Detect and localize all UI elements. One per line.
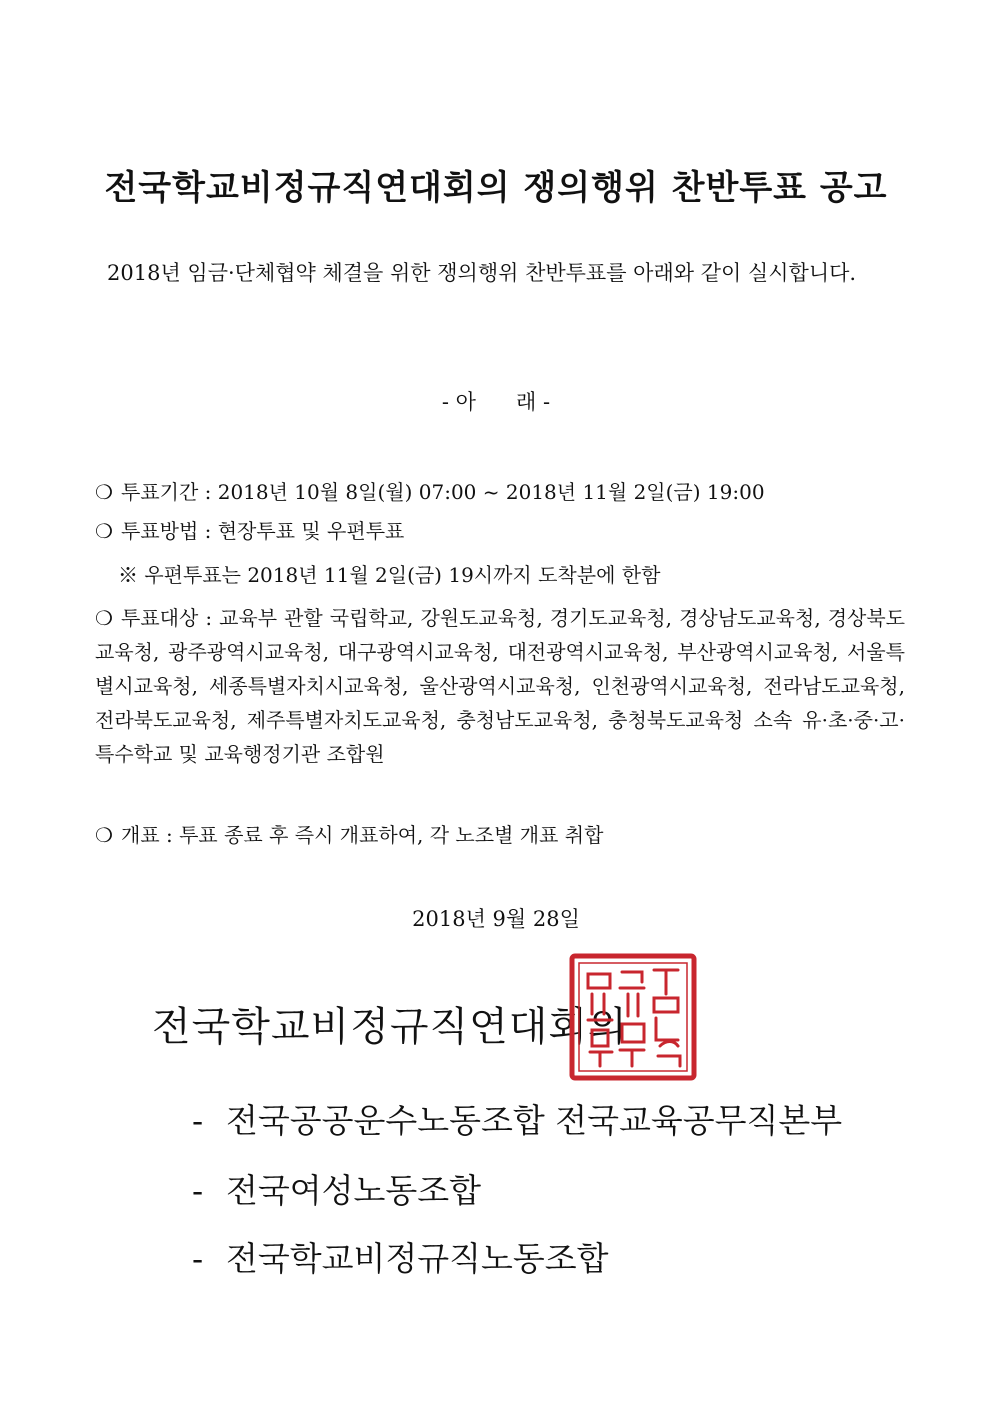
below-label: - 아 래 -	[441, 390, 551, 414]
organization-name: 전국학교비정규직연대회의	[152, 1004, 628, 1050]
voting-method-text: 투표방법 : 현장투표 및 우편투표	[121, 519, 405, 543]
intro-text: 2018년 임금·단체협약 체결을 위한 쟁의행위 찬반투표를 아래와 같이 실시합니다.	[107, 261, 857, 285]
counting-text: 개표 : 투표 종료 후 즉시 개표하여, 각 노조별 개표 취합	[121, 823, 604, 847]
document-title: 전국학교비정규직연대회의 쟁의행위 찬반투표 공고	[104, 168, 888, 208]
circle-bullet-icon: ❍	[95, 480, 113, 504]
member-union-name: 전국학교비정규직노동조합	[226, 1239, 609, 1278]
list-item-voting-period	[95, 475, 905, 509]
list-item-voting-target	[95, 601, 905, 771]
circle-bullet-icon: ❍	[95, 519, 113, 543]
member-union-3	[192, 1233, 609, 1280]
member-union-name: 전국여성노동조합	[226, 1171, 482, 1210]
postal-vote-note	[118, 558, 898, 592]
dash-bullet: -	[192, 1101, 204, 1140]
postal-vote-note-text: 우편투표는 2018년 11월 2일(금) 19시까지 도착분에 한함	[144, 563, 661, 587]
list-item-counting	[95, 818, 905, 852]
member-union-1	[192, 1095, 842, 1142]
member-union-name: 전국공공운수노동조합 전국교육공무직본부	[226, 1101, 843, 1140]
circle-bullet-icon: ❍	[95, 823, 113, 847]
announcement-date: 2018년 9월 28일	[412, 907, 580, 931]
organization-seal-icon	[568, 952, 698, 1082]
circle-bullet-icon: ❍	[95, 606, 113, 630]
dash-bullet: -	[192, 1239, 204, 1278]
intro-paragraph	[95, 255, 905, 291]
reference-mark-icon: ※	[118, 563, 138, 587]
voting-target-text: 투표대상 : 교육부 관할 국립학교, 강원도교육청, 경기도교육청, 경상남도교육청, 경상북도교육청, 광주광역시교육청, 대구광역시교육청, 대전광역시교육청, 부산광역시교육청, 서울특별시교육청, 세종특별자치시교육청, 울산광역시교육청, 인천광역시교육청, 전라남도교육청, 전라북도교육청, 제주특별자치도교육청, 충청남도교육청, 충청북도교육청 소속 유·초·중·고·특수학교 및 교육행정기관 조합원	[95, 606, 905, 766]
voting-period-text: 투표기간 : 2018년 10월 8일(월) 07:00 ~ 2018년 11월 2일(금) 19:00	[121, 480, 765, 504]
member-union-2	[192, 1165, 481, 1212]
dash-bullet: -	[192, 1171, 204, 1210]
list-item-voting-method	[95, 514, 905, 548]
